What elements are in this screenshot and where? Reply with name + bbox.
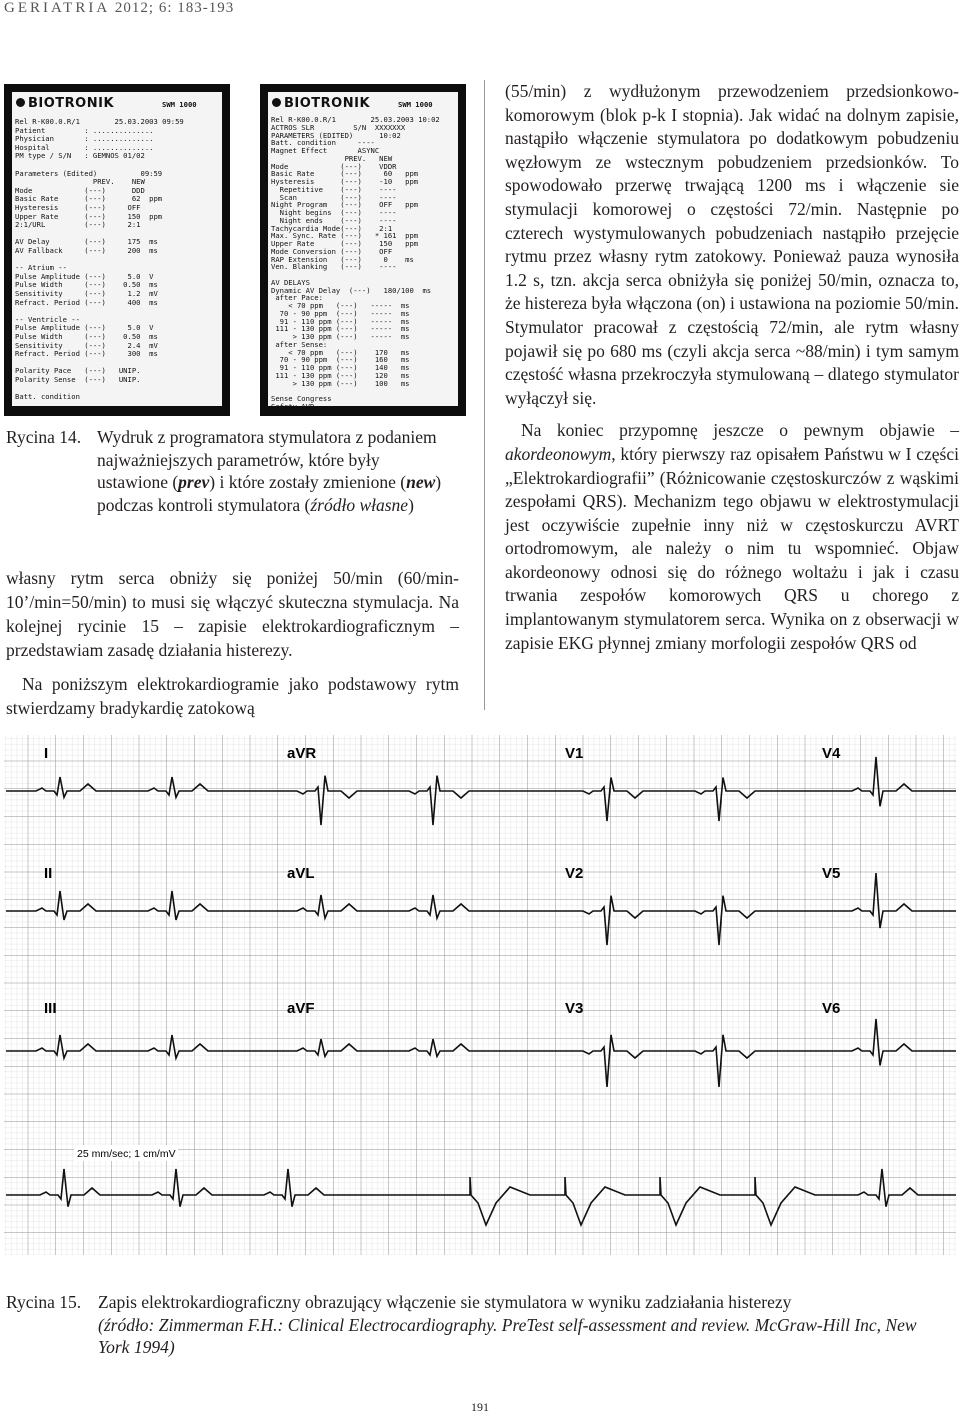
printout-line: Rel R-K00.0.R/1 25.03.2003 09:59 xyxy=(15,117,184,126)
ecg-strip-figure xyxy=(0,733,960,1280)
journal-name: GERIATRIA xyxy=(4,0,111,16)
printout-line: AV Delay (---) 175 ms xyxy=(15,237,158,247)
printout-line: Physician : .............. xyxy=(15,134,154,144)
biotronik-logo: BIOTRONIK xyxy=(272,98,370,108)
paragraph: (55/min) z wydłużonym przewodzeniem przedsionkowo-komorowym (blok p-k I stopnia). Jak widać na dolnym zapisie, nastąpiło włączenie stymulatora po dodatkowym pobudzeniu węzłowym ze wstecznym pobudzeniem przedsionków. To spowodowało przerwę trwającą 1200 ms i włączenie sie stymulacji komorowej o częstości 72/min. Następnie po czterech wystymulowanych pobudzeniach nastąpiło przejęcie rytmu przez własny rytm zatokowy. Ponieważ pauza wynosiła 1.2 s, tzn. akcja serca obniżyła się poniżej 50/min, oznacza to, że histereza była włączona (on) i ustawiona na poziomie 50/min. Stymulator pracował z częstością 72/min, ale rytm własny pojawił się po 680 ms (czyli akcja serca ~88/min) i tym samym częstość własna przekroczyła stymulowaną – dlatego stymulator wyłączył się. xyxy=(505,81,959,408)
printout-line: 91 - 110 ppm (---) 140 ms xyxy=(271,363,410,372)
lead-label: aVF xyxy=(287,1000,315,1017)
printout-line: Tachycardia Mode(---) 2:1 xyxy=(271,223,393,233)
printout-line: Hysteresis (---) -10 ppm xyxy=(271,177,419,186)
printout-line: PARAMETERS (EDITED) 10:02 xyxy=(271,130,401,140)
paragraph: Na koniec przypomnę jeszcze o pewnym objawie – akordeonowym, który pierwszy raz opisałem Państwu w I części „Elektrokardiografii” (Różnicowanie częstoskurczów z wąskimi zespołami QRS). Mechanizm tego objawu w elektrostymulacji jest oczywiście zupełnie inny niż w częstoskurczu AVRT ortodromowym, ale należy o nim tu wspomnieć. Objaw akordeonowy odnosi się do różnego woltażu i jak i czasu trwania zespołów komorowych QRS u chorego z implantowanym stymulatorem serca. Wynika on z obserwacji w zapisie EKG płynnej zmiany morfologii zespołów QRS od xyxy=(505,420,959,653)
printout-line: < 70 ppm (---) ----- ms xyxy=(271,301,410,310)
paper-speed-label: 25 mm/sec; 1 cm/mV xyxy=(77,1148,176,1160)
lead-label: V3 xyxy=(565,1000,584,1017)
printout-line: Magnet Effect ASYNC xyxy=(271,146,380,155)
printout-line: Upper Rate (---) 150 ppm xyxy=(271,239,419,248)
printout-line: Refract. Period (---) 400 ms xyxy=(15,297,158,307)
lead-label: V2 xyxy=(565,865,584,882)
lead-label: V4 xyxy=(822,745,841,762)
figure-15-text: Zapis elektrokardiograficzny obrazujący włączenie sie stymulatora w wyniku zadziałania histerezy (źródło: Zimmerman F.H.: Clinical Electrocardiography. PreTest self-assessment and review. McGraw-Hill Inc, New York 1994) xyxy=(98,1292,917,1357)
paragraph: Na poniższym elektrokardiogramie jako podstawowy rytm stwierdzamy bradykardię zatokową xyxy=(6,674,459,718)
right-column xyxy=(505,80,959,655)
printout-line: Mode (---) VDDR xyxy=(271,161,397,171)
printout-line: Batt. condition xyxy=(15,392,80,402)
printout-line: Repetitive (---) ---- xyxy=(271,184,397,194)
printout-line: Pulse Amplitude (---) 5.0 V xyxy=(15,323,154,333)
printout-line: 111 - 130 ppm (---) ----- ms xyxy=(271,324,410,334)
printout-line: ACTROS SLR S/N XXXXXXX xyxy=(271,122,406,132)
printout-line: Mode (---) DDD xyxy=(15,185,145,195)
biotronik-logo-icon xyxy=(272,98,281,107)
printout-line: Polarity Sense (---) UNIP. xyxy=(15,375,141,384)
printout-line: Max. Sync. Rate (---) * 161 ppm xyxy=(271,231,419,241)
printout-line: Sensitivity (---) 2.4 mV xyxy=(15,340,158,350)
printout-line: Sensitivity (---) 1.2 mV xyxy=(15,289,158,298)
column-divider xyxy=(484,80,485,710)
printout-line: AV DELAYS xyxy=(271,277,310,287)
biotronik-logo-icon xyxy=(16,98,25,107)
page-number: 191 xyxy=(471,1400,489,1414)
printout-line: Mode Conversion (---) OFF xyxy=(271,246,393,256)
figure-14-label: Rycina 14. xyxy=(6,427,82,447)
printout-line: Hospital : .............. xyxy=(15,142,154,152)
figure-15-source: (źródło: Zimmerman F.H.: Clinical Electrocardiography. PreTest self-assessment and review. McGraw-Hill Inc, New York 1994) xyxy=(98,1314,917,1357)
printout-line: 2:1/URL (---) 2:1 xyxy=(15,220,141,230)
printout-line: > 130 ppm (---) 100 ms xyxy=(271,378,410,388)
biotronik-logo: BIOTRONIK xyxy=(16,98,114,108)
printout-line: Safety AVD xyxy=(271,401,315,411)
printout-line: Dynamic AV Delay (---) 180/100 ms xyxy=(271,285,432,295)
printout-line: Refract. Period (---) 300 ms xyxy=(15,349,158,359)
printout-line: after Pace: xyxy=(271,293,323,303)
printout-line: Hysteresis (---) OFF xyxy=(15,203,141,212)
printout-line: Sense Congress xyxy=(271,394,332,403)
lead-label: aVL xyxy=(287,865,315,882)
printout-line: < 70 ppm (---) 170 ms xyxy=(271,347,410,357)
printout-line: Night ends (---) ---- xyxy=(271,215,397,225)
printout-line: PREV. NEW xyxy=(15,177,145,187)
printout-line: Pulse Width (---) 0.50 ms xyxy=(15,332,158,341)
ecg-grid xyxy=(4,735,956,1255)
printout-model: SWM 1000 xyxy=(398,100,433,109)
running-header xyxy=(4,0,234,17)
lead-label: aVR xyxy=(287,745,317,762)
printout-line: Polarity Pace (---) UNIP. xyxy=(15,366,141,376)
printout-line: PREV. NEW xyxy=(271,153,393,163)
paragraph: własny rytm serca obniży się poniżej 50/min (60/min-10’/min=50/min) to musi się włączyć skuteczna stymulacja. Na kolejnej rycinie 15 – zapisie elektrokardiograficznym – przedstawiam zasadę działania histerezy. xyxy=(6,568,459,660)
printout-line: Basic Rate (---) 60 ppm xyxy=(271,169,419,179)
printout-line: -- Ventricle -- xyxy=(15,314,80,324)
lead-label: V1 xyxy=(565,745,584,762)
printout-line: Night begins (---) ---- xyxy=(271,208,397,217)
printout-line: Scan (---) ---- xyxy=(271,192,397,202)
printout-paper xyxy=(12,92,222,406)
printout-line: 70 - 90 ppm (---) 160 ms xyxy=(271,355,410,365)
lead-label: I xyxy=(44,745,49,762)
printout-line: AV Fallback (---) 200 ms xyxy=(15,246,158,255)
printout-line: Pulse Amplitude (---) 5.0 V xyxy=(15,271,154,281)
left-column xyxy=(6,566,459,720)
printout-line: Rel R-K00.0.R/1 25.03.2003 10:02 xyxy=(271,115,440,124)
printout-line: Parameters (Edited) 09:59 xyxy=(15,168,163,178)
printout-model: SWM 1000 xyxy=(162,100,197,109)
printout-line: PM type / S/N : GEMNOS 01/02 xyxy=(15,151,145,161)
lead-label: II xyxy=(44,865,53,882)
printout-line: -- Atrium -- xyxy=(15,263,67,273)
journal-issue: 2012; 6: 183-193 xyxy=(114,0,235,16)
lead-label: V5 xyxy=(822,865,841,882)
printout-line: > 130 ppm (---) ----- ms xyxy=(271,332,410,341)
printout-line: 91 - 110 ppm (---) ----- ms xyxy=(271,316,410,326)
printout-line: Pulse Width (---) 0.50 ms xyxy=(15,280,158,290)
figure-14-text: Wydruk z programatora stymulatora z podaniem najważniejszych parametrów, które były ustawione (prev) i które zostały zmienione (new) podczas kontroli stymulatora (źródło własne) xyxy=(97,427,442,515)
printout-line: RAP Extension (---) 0 ms xyxy=(271,254,414,264)
printout-line: Night Program (---) OFF ppm xyxy=(271,200,419,210)
printout-line: 70 - 90 ppm (---) ----- ms xyxy=(271,308,410,318)
printout-line: after Sense: xyxy=(271,339,328,349)
printout-line: Patient : .............. xyxy=(15,125,154,135)
programmer-printout-left xyxy=(4,84,230,416)
printout-line: Batt. condition ---- xyxy=(271,138,375,148)
lead-label: V6 xyxy=(822,1000,841,1017)
lead-label: III xyxy=(44,1000,57,1017)
printout-line: Upper Rate (---) 150 ppm xyxy=(15,211,163,221)
programmer-printout-right xyxy=(260,84,466,416)
printout-line: Basic Rate (---) 62 ppm xyxy=(15,194,163,204)
printout-paper xyxy=(268,92,458,411)
figure-15-label: Rycina 15. xyxy=(6,1292,82,1312)
printout-line: Ven. Blanking (---) ---- xyxy=(271,262,397,272)
printout-line: 111 - 130 ppm (---) 120 ms xyxy=(271,370,410,380)
